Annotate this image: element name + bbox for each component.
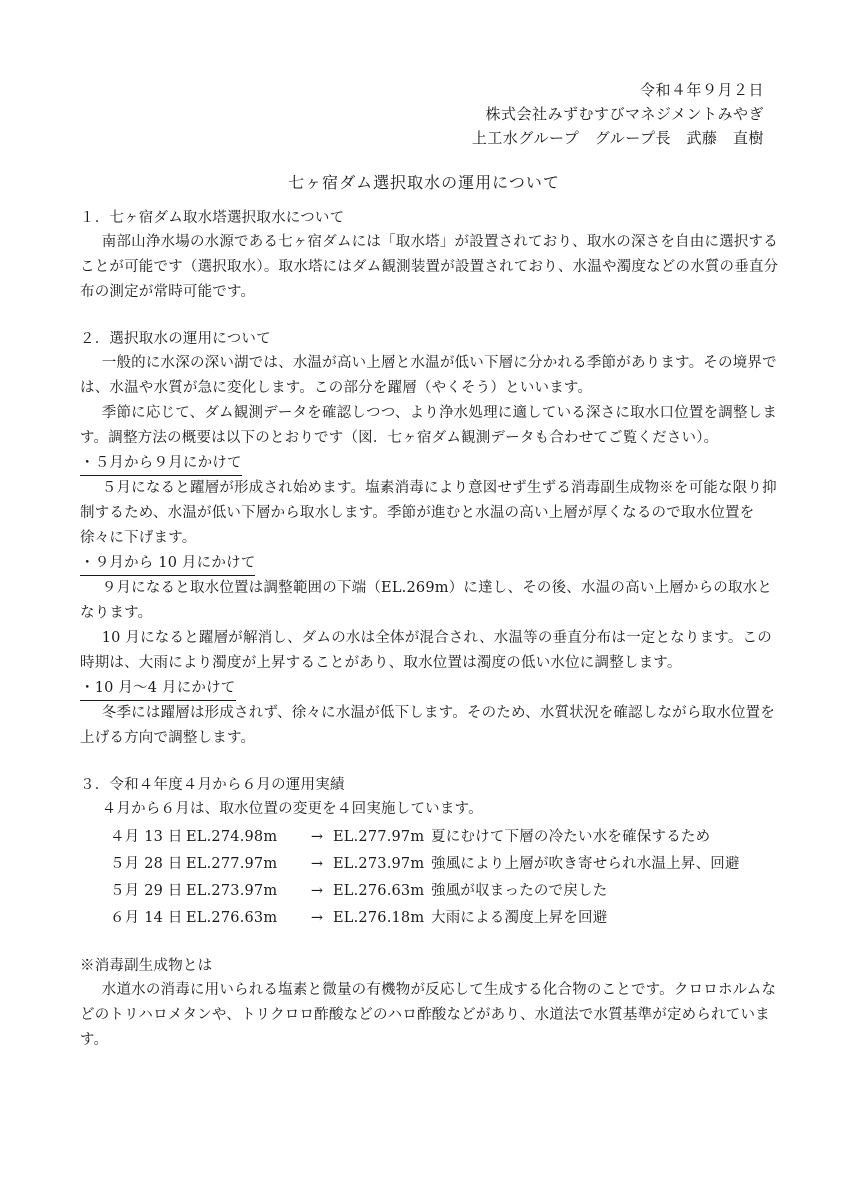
period-sep-oct-paragraph-2: 10 月になると躍層が解消し、ダムの水は全体が混合され、水温等の垂直分布は一定となります。この時期は、大雨により濁度が上昇することがあり、取水位置は濁度の低い水位に調整します。: [80, 630, 772, 671]
period-sep-oct-label: ・９月から 10 月にかけて: [80, 551, 255, 576]
period-may-sep-label: ・５月から９月にかけて: [80, 451, 242, 476]
period-oct-apr-label: ・10 月～4 月にかけて: [80, 676, 236, 701]
document-header: [472, 78, 764, 150]
note-paragraph: 水道水の消毒に用いられる塩素と微量の有機物が反応して生成する化合物のことです。クロロホルムなどのトリハロメタンや、トリクロロ酢酸などのハロ酢酸などがあり、水道法で水質基準が定められています。: [80, 982, 777, 1048]
section2-paragraph-2: 季節に応じて、ダム観測データを確認しつつ、より浄水処理に適している深さに取水口位置を調整します。調整方法の概要は以下のとおりです（図．七ヶ宿ダム観測データも合わせてご覧ください）。: [80, 405, 778, 446]
document-body: [80, 206, 780, 1053]
section3-intro: ４月から６月は、取水位置の変更を４回実施しています。: [101, 801, 483, 817]
issue-date: 令和４年９月２日: [639, 81, 764, 99]
period-sep-oct-paragraph-1: ９月になると取水位置は調整範囲の下端（EL.269m）に達し、その後、水温の高い上層からの取水となります。: [80, 580, 773, 621]
intake-change-row: [110, 878, 780, 905]
author-line: 上工水グループ グループ長 武藤 直樹: [471, 129, 764, 147]
change-reason: 夏にむけて下層の冷たい水を確保するため: [431, 829, 711, 845]
from-elevation: EL.277.97m: [186, 856, 278, 872]
to-elevation: EL.273.97m: [333, 856, 425, 872]
section1-paragraph: 南部山浄水場の水源である七ヶ宿ダムには「取水塔」が設置されており、取水の深さを自由に選択することが可能です（選択取水）。取水塔にはダム観測装置が設置されており、水温や濁度などの水質の垂直分布の測定が常時可能です。: [80, 234, 779, 300]
change-date: ４月 13 日: [110, 829, 183, 845]
note-heading: ※消毒副生成物とは: [80, 958, 213, 974]
section2-heading: ２．選択取水の運用について: [80, 331, 271, 347]
section1-heading: １．七ヶ宿ダム取水塔選択取水について: [80, 210, 345, 226]
to-elevation: EL.276.63m: [333, 883, 425, 899]
intake-change-list: [110, 824, 780, 932]
intake-change-row: [110, 851, 780, 878]
intake-change-row: [110, 905, 780, 932]
to-elevation: EL.277.97m: [333, 829, 425, 845]
period-oct-apr-paragraph: 冬季には躍層は形成されず、徐々に水温が低下します。そのため、水質状況を確認しながら取水位置を上げる方向で調整します。: [80, 705, 776, 746]
change-reason: 大雨による濁度上昇を回避: [431, 910, 608, 926]
document-title: 七ヶ宿ダム選択取水の運用について: [288, 173, 560, 192]
change-date: ６月 14 日: [110, 910, 183, 926]
company-name: 株式会社みずむすびマネジメントみやぎ: [485, 105, 764, 123]
section2-paragraph-1: 一般的に水深の深い湖では、水温が高い上層と水温が低い下層に分かれる季節があります。その境界では、水温や水質が急に変化します。この部分を躍層（やくそう）といいます。: [80, 355, 777, 396]
period-may-sep-paragraph: ５月になると躍層が形成され始めます。塩素消毒により意図せず生ずる消毒副生成物※を可能な限り抑制するため、水温が低い下層から取水します。季節が進むと水温の高い上層が厚くなるので取水位置を徐々に下げます。: [80, 480, 777, 546]
to-elevation: EL.276.18m: [333, 910, 425, 926]
arrow-icon: →: [310, 829, 324, 845]
from-elevation: EL.273.97m: [186, 883, 278, 899]
arrow-icon: →: [310, 883, 324, 899]
change-date: ５月 28 日: [110, 856, 183, 872]
change-reason: 強風が収まったので戻した: [431, 883, 608, 899]
section3-heading: ３．令和４年度４月から６月の運用実績: [80, 777, 345, 793]
arrow-icon: →: [310, 856, 324, 872]
arrow-icon: →: [310, 910, 324, 926]
change-date: ５月 29 日: [110, 883, 183, 899]
from-elevation: EL.276.63m: [186, 910, 278, 926]
from-elevation: EL.274.98m: [186, 829, 278, 845]
change-reason: 強風により上層が吹き寄せられ水温上昇、回避: [431, 856, 740, 872]
intake-change-row: [110, 824, 780, 851]
